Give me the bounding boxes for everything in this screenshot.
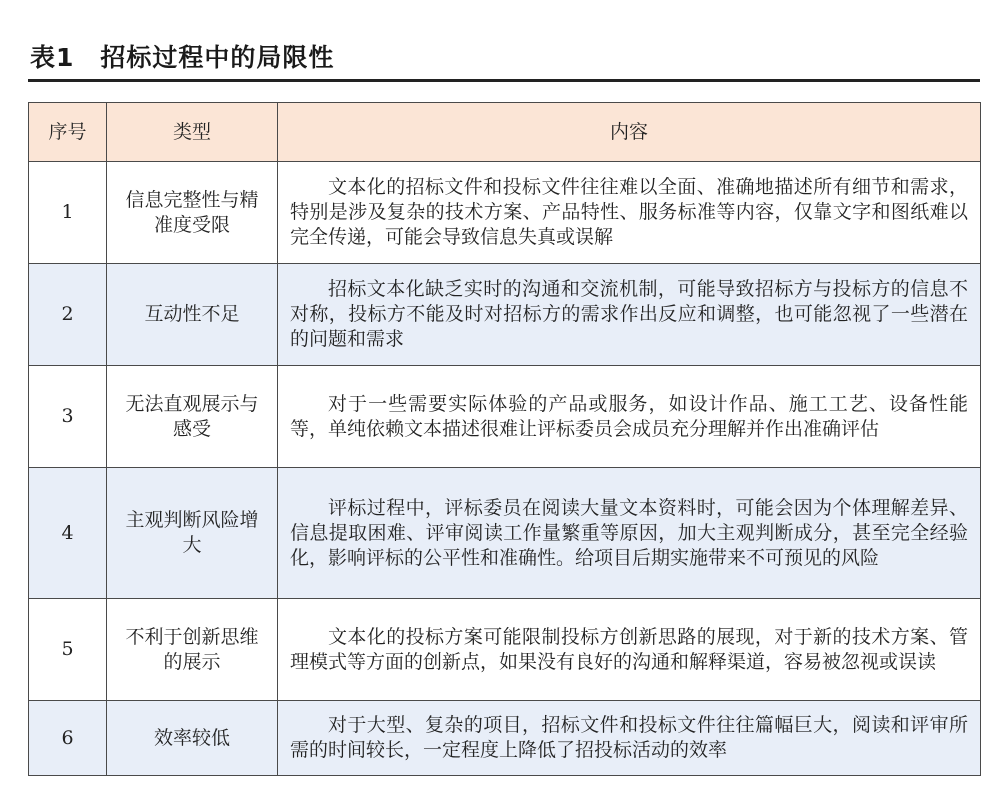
row-number: 5 [29,599,107,701]
table-title: 表1 招标过程中的局限性 [30,43,335,72]
title-rule [28,79,980,82]
row-content: 招标文本化缺乏实时的沟通和交流机制，可能导致招标方与投标方的信息不对称，投标方不能及时对招标方的需求作出反应和调整，也可能忽视了一些潜在的问题和需求 [278,264,981,366]
table-row [29,366,981,468]
row-number: 2 [29,264,107,366]
row-content: 文本化的投标方案可能限制投标方创新思路的展现，对于新的技术方案、管理模式等方面的创新点，如果没有良好的沟通和解释渠道，容易被忽视或误读 [278,599,981,701]
table-row [29,264,981,366]
row-number: 6 [29,701,107,776]
header-number: 序号 [29,103,107,162]
row-number: 4 [29,468,107,599]
row-type: 互动性不足 [107,264,278,366]
limitations-table [28,102,981,776]
row-type: 信息完整性与精准度受限 [107,162,278,264]
table-row [29,599,981,701]
row-content: 对于大型、复杂的项目，招标文件和投标文件往往篇幅巨大，阅读和评审所需的时间较长，一定程度上降低了招投标活动的效率 [278,701,981,776]
header-content: 内容 [278,103,981,162]
table-row [29,162,981,264]
table-row [29,468,981,599]
row-content: 对于一些需要实际体验的产品或服务，如设计作品、施工工艺、设备性能等，单纯依赖文本描述很难让评标委员会成员充分理解并作出准确评估 [278,366,981,468]
table-row [29,701,981,776]
row-number: 1 [29,162,107,264]
header-type: 类型 [107,103,278,162]
row-type: 主观判断风险增大 [107,468,278,599]
header-row [29,103,981,162]
row-type: 效率较低 [107,701,278,776]
row-type: 不利于创新思维的展示 [107,599,278,701]
row-number: 3 [29,366,107,468]
row-content: 评标过程中，评标委员在阅读大量文本资料时，可能会因为个体理解差异、信息提取困难、评审阅读工作量繁重等原因，加大主观判断成分，甚至完全经验化，影响评标的公平性和准确性。给项目后期实施带来不可预见的风险 [278,468,981,599]
row-type: 无法直观展示与感受 [107,366,278,468]
row-content: 文本化的招标文件和投标文件往往难以全面、准确地描述所有细节和需求，特别是涉及复杂的技术方案、产品特性、服务标准等内容，仅靠文字和图纸难以完全传递，可能会导致信息失真或误解 [278,162,981,264]
